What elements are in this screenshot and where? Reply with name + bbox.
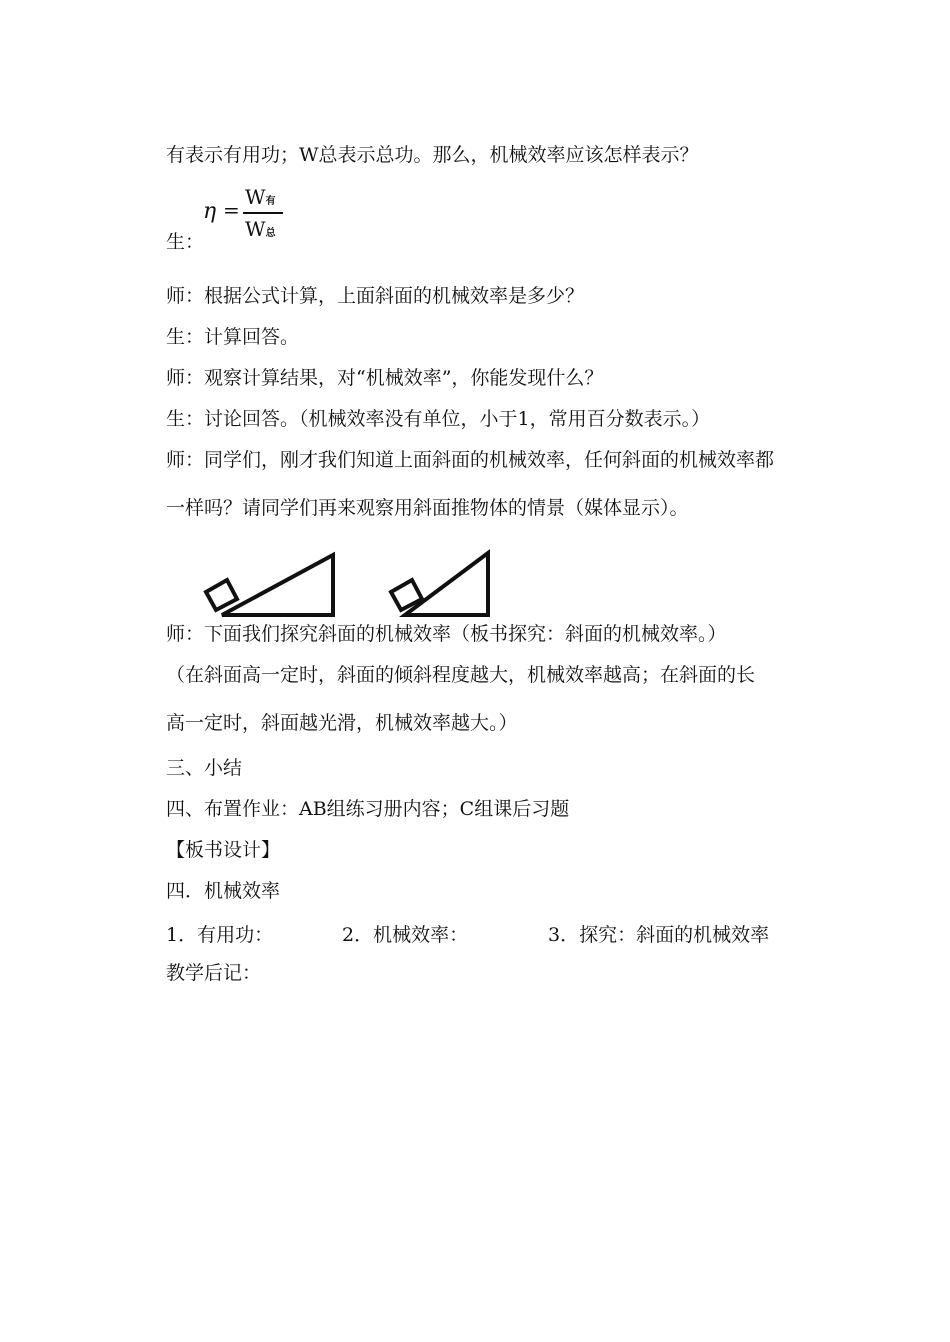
board-item-useful-work: 1．有用功： (166, 924, 274, 946)
incline-block-left (206, 580, 237, 610)
line-10: （在斜面高一定时，斜面的倾斜程度越大，机械效率越高；在斜面的长 (166, 664, 756, 686)
line-16: 教学后记： (166, 962, 262, 984)
formula-equals: = (223, 198, 240, 222)
line-14: 【板书设计】 (166, 839, 281, 861)
board-design-items (166, 920, 786, 944)
formula-fraction-bar (243, 212, 283, 214)
incline-diagram-right (385, 545, 500, 620)
line-2: 生： (166, 231, 205, 253)
formula-denominator-sub: 总 (265, 228, 276, 239)
formula-numerator: W有 (245, 185, 276, 209)
line-12: 三、小结 (166, 757, 243, 779)
line-8: 一样吗？请同学们再来观察用斜面推物体的情景（媒体显示）。 (166, 497, 689, 519)
formula-eta: η (203, 199, 217, 224)
incline-triangle-left (222, 555, 333, 615)
line-7: 师：同学们，刚才我们知道上面斜面的机械效率，任何斜面的机械效率都 (166, 449, 775, 471)
line-11: 高一定时，斜面越光滑，机械效率越大。） (166, 712, 518, 734)
line-5: 师：观察计算结果，对“机械效率”，你能发现什么？ (166, 367, 604, 389)
line-9: 师：下面我们探究斜面的机械效率（板书探究：斜面的机械效率。） (166, 623, 727, 645)
line-6: 生：讨论回答。（机械效率没有单位，小于1，常用百分数表示。） (166, 408, 711, 430)
board-item-efficiency: 2．机械效率： (342, 924, 469, 946)
line-15: 四．机械效率 (166, 880, 281, 902)
line-1: 有表示有用功；W总表示总功。那么，机械效率应该怎样表示？ (166, 144, 699, 166)
incline-triangle-right (405, 553, 488, 615)
line-13: 四、布置作业：AB组练习册内容；C组课后习题 (166, 798, 570, 820)
efficiency-formula (203, 185, 293, 245)
line-4: 生：计算回答。 (166, 326, 300, 348)
incline-diagram-left (200, 545, 345, 620)
board-item-explore: 3．探究：斜面的机械效率 (548, 924, 770, 946)
formula-numerator-sub: 有 (265, 196, 276, 207)
line-3: 师：根据公式计算，上面斜面的机械效率是多少？ (166, 285, 585, 307)
formula-denominator: W总 (245, 217, 276, 241)
